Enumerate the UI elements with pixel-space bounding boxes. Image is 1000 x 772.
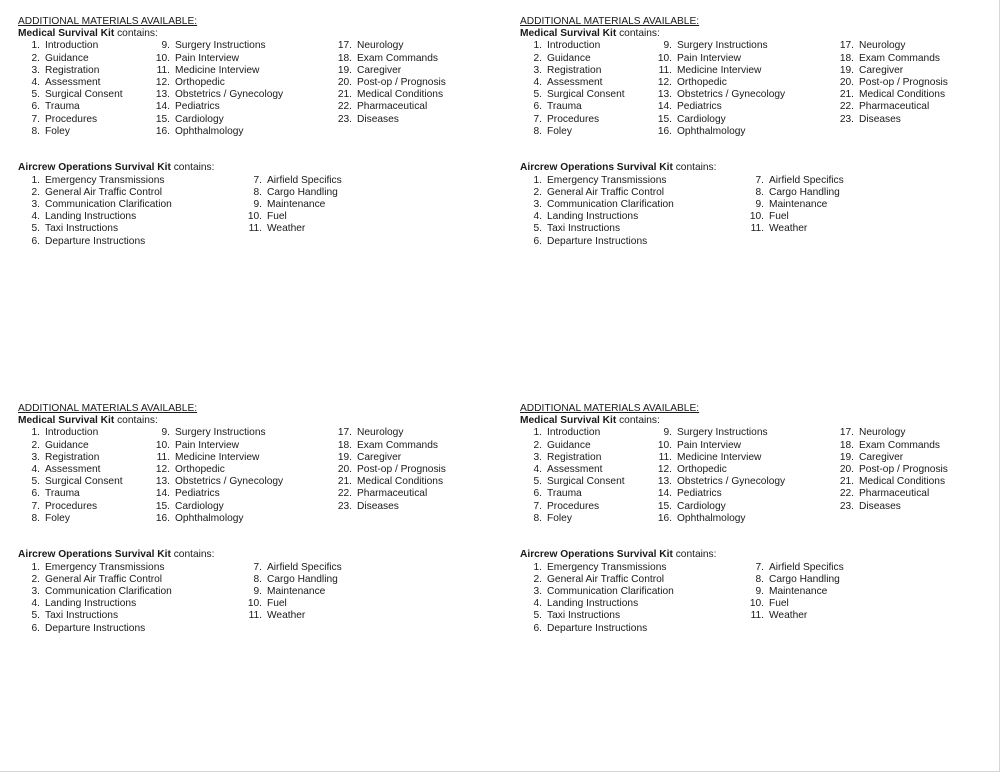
medical-kit-name: Medical Survival Kit (520, 415, 617, 427)
additional-materials-heading: ADDITIONAL MATERIALS AVAILABLE: (18, 16, 198, 27)
materials-panel-top-left: ADDITIONAL MATERIALS AVAILABLE: Medical Survival Kit contains: 1. Introduction 2. Guidance 3. Registration 4. Assessment 5. Surgical Consent 6. Trauma 7. Procedures 8. Foley 9. Surgery Instructions 10. Pain Interview 11. Medicine Interview 12. Orthopedic 13. Obstetrics / Gynecology 14. Pediatrics 15. Cardiology 16. Ophthalmology 17. Neurology 18. Exam Commands 19. Caregiver 20. Post-op / Prognosis 21. Medical Conditions 22. Pharmaceutical 23. Diseases Aircrew Operations Survival Kit contains: 1. Emergency Transmissions 2. General Air Traffic Control 3. Communication Clarification 4. Landing Instructions 5. Taxi Instructions 6. Departure Instructions 7. Airfield Specifics 8. Cargo Handling 9. Maintenance 10. Fuel 11. Weather (18, 16, 446, 247)
aircrew-kit-contains: contains: (170, 162, 215, 174)
medical-kit-name: Medical Survival Kit (520, 28, 617, 40)
additional-materials-heading: ADDITIONAL MATERIALS AVAILABLE: (18, 403, 198, 414)
aircrew-kit-title (520, 549, 716, 561)
aircrew-kit-contains: contains: (170, 549, 215, 561)
medical-kit-title (18, 28, 158, 40)
additional-materials-heading: ADDITIONAL MATERIALS AVAILABLE: (520, 16, 700, 27)
medical-kit-contains: contains: (114, 28, 158, 40)
aircrew-kit-title (520, 162, 716, 174)
aircrew-kit-contains: contains: (672, 162, 717, 174)
medical-kit-contains: contains: (114, 415, 158, 427)
aircrew-kit-name: Aircrew Operations Survival Kit (520, 549, 673, 561)
materials-panel-bottom-right: ADDITIONAL MATERIALS AVAILABLE: Medical Survival Kit contains: 1. Introduction 2. Guidance 3. Registration 4. Assessment 5. Surgical Consent 6. Trauma 7. Procedures 8. Foley 9. Surgery Instructions 10. Pain Interview 11. Medicine Interview 12. Orthopedic 13. Obstetrics / Gynecology 14. Pediatrics 15. Cardiology 16. Ophthalmology 17. Neurology 18. Exam Commands 19. Caregiver 20. Post-op / Prognosis 21. Medical Conditions 22. Pharmaceutical 23. Diseases Aircrew Operations Survival Kit contains: 1. Emergency Transmissions 2. General Air Traffic Control 3. Communication Clarification 4. Landing Instructions 5. Taxi Instructions 6. Departure Instructions 7. Airfield Specifics 8. Cargo Handling 9. Maintenance 10. Fuel 11. Weather (520, 403, 948, 634)
medical-kit-title (520, 415, 660, 427)
aircrew-kit-name: Aircrew Operations Survival Kit (18, 549, 171, 561)
medical-kit-name: Medical Survival Kit (18, 415, 115, 427)
medical-kit-contains: contains: (616, 415, 660, 427)
medical-kit-title (18, 415, 158, 427)
aircrew-kit-title (18, 162, 214, 174)
materials-panel-top-right: ADDITIONAL MATERIALS AVAILABLE: Medical Survival Kit contains: 1. Introduction 2. Guidance 3. Registration 4. Assessment 5. Surgical Consent 6. Trauma 7. Procedures 8. Foley 9. Surgery Instructions 10. Pain Interview 11. Medicine Interview 12. Orthopedic 13. Obstetrics / Gynecology 14. Pediatrics 15. Cardiology 16. Ophthalmology 17. Neurology 18. Exam Commands 19. Caregiver 20. Post-op / Prognosis 21. Medical Conditions 22. Pharmaceutical 23. Diseases Aircrew Operations Survival Kit contains: 1. Emergency Transmissions 2. General Air Traffic Control 3. Communication Clarification 4. Landing Instructions 5. Taxi Instructions 6. Departure Instructions 7. Airfield Specifics 8. Cargo Handling 9. Maintenance 10. Fuel 11. Weather (520, 16, 948, 247)
medical-kit-contains: contains: (616, 28, 660, 40)
aircrew-kit-title (18, 549, 214, 561)
medical-kit-title (520, 28, 660, 40)
aircrew-kit-contains: contains: (672, 549, 717, 561)
aircrew-kit-name: Aircrew Operations Survival Kit (520, 162, 673, 174)
materials-panel-bottom-left: ADDITIONAL MATERIALS AVAILABLE: Medical Survival Kit contains: 1. Introduction 2. Guidance 3. Registration 4. Assessment 5. Surgical Consent 6. Trauma 7. Procedures 8. Foley 9. Surgery Instructions 10. Pain Interview 11. Medicine Interview 12. Orthopedic 13. Obstetrics / Gynecology 14. Pediatrics 15. Cardiology 16. Ophthalmology 17. Neurology 18. Exam Commands 19. Caregiver 20. Post-op / Prognosis 21. Medical Conditions 22. Pharmaceutical 23. Diseases Aircrew Operations Survival Kit contains: 1. Emergency Transmissions 2. General Air Traffic Control 3. Communication Clarification 4. Landing Instructions 5. Taxi Instructions 6. Departure Instructions 7. Airfield Specifics 8. Cargo Handling 9. Maintenance 10. Fuel 11. Weather (18, 403, 446, 634)
medical-kit-name: Medical Survival Kit (18, 28, 115, 40)
additional-materials-heading: ADDITIONAL MATERIALS AVAILABLE: (520, 403, 700, 414)
aircrew-kit-name: Aircrew Operations Survival Kit (18, 162, 171, 174)
